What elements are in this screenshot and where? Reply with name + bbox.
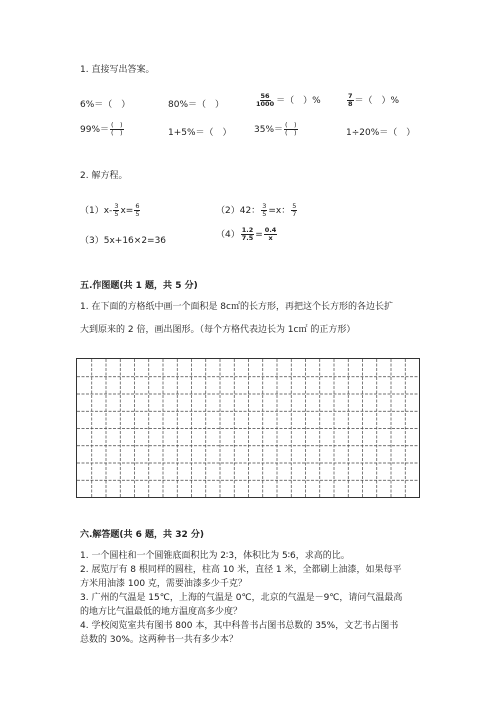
section6-line-3: 方米用油漆 100 克，需要油漆多少千克？ — [80, 579, 247, 589]
numerator: 1.2 — [241, 226, 254, 234]
denominator: x — [268, 234, 273, 242]
eq-part: （4） — [216, 230, 240, 240]
denominator: 5 — [114, 210, 119, 218]
fraction — [261, 203, 267, 218]
numerator: 5 — [292, 202, 297, 210]
grid-lines — [77, 359, 421, 499]
fraction — [134, 203, 140, 218]
numerator: 6 — [135, 202, 140, 210]
fraction — [113, 203, 119, 218]
equation-4 — [216, 227, 278, 242]
expr-rest: ＝（ ）% — [354, 96, 400, 106]
eq-part: （2）42： — [216, 206, 261, 216]
expr-lead: 35%＝ — [254, 125, 284, 135]
equation-2 — [216, 203, 298, 218]
numerator: 7 — [348, 92, 353, 100]
eq-part: =x： — [268, 206, 291, 216]
q1-r2-c4: 1÷20%＝（ ） — [346, 128, 416, 138]
section6-line-2: 2. 展览厅有 8 根同样的圆柱，柱高 10 米，直径 1 米，全都刷上油漆，如果每平 — [80, 565, 402, 575]
denominator: ( ) — [285, 129, 297, 137]
q1-r1-c4 — [346, 93, 399, 108]
numerator: 3 — [262, 202, 267, 210]
grid-paper[interactable] — [76, 358, 420, 498]
q1-r2-c1 — [80, 122, 125, 137]
denominator: 5 — [135, 210, 140, 218]
q1-r2-c3 — [254, 122, 299, 137]
fraction — [110, 122, 124, 137]
q2-title: 2. 解方程。 — [80, 171, 128, 181]
denominator: 8 — [348, 100, 353, 108]
eq-part: （1）x- — [80, 206, 113, 216]
fraction — [264, 227, 278, 242]
equation-1 — [80, 203, 141, 218]
expr-lead: 99%＝ — [80, 125, 110, 135]
denominator: 7.5 — [241, 234, 254, 242]
eq-part: = — [255, 230, 263, 240]
fraction — [255, 93, 275, 108]
fraction — [291, 203, 297, 218]
denominator: 7 — [292, 210, 297, 218]
q1-r2-c2: 1+5%＝（ ） — [168, 128, 232, 138]
denominator: 1000 — [256, 100, 275, 108]
eq-part: x= — [120, 206, 134, 216]
section6-line-6: 4. 学校阅览室共有图书 800 本，其中科普书占图书总数的 35%，文艺书占图书 — [80, 621, 399, 631]
fraction — [241, 227, 255, 242]
section5-line2: 大到原来的 2 倍，画出图形。（每个方格代表边长为 1c㎡ 的正方形） — [80, 325, 356, 335]
numerator: ( ) — [285, 121, 297, 129]
numerator: 56 — [260, 92, 270, 100]
section5-heading: 五.作图题(共 1 题，共 5 分) — [80, 281, 198, 291]
q1-r1-c3 — [254, 93, 321, 108]
section6-heading: 六.解答题(共 6 题，共 32 分) — [80, 530, 204, 540]
section6-line-1: 1. 一个圆柱和一个圆锥底面积比为 2∶3，体积比为 5∶6，求高的比。 — [80, 551, 350, 561]
section6-line-4: 3. 广州的气温是 15℃，上海的气温是 0℃，北京的气温是－9℃，请问气温最高 — [80, 593, 403, 603]
expr-rest: ＝（ ）% — [276, 96, 321, 106]
fraction — [284, 122, 298, 137]
denominator: ( ) — [111, 129, 123, 137]
numerator: 3 — [114, 202, 119, 210]
section6-line-5: 的地方比气温最低的地方温度高多少度？ — [80, 607, 243, 617]
numerator: 0.4 — [264, 226, 277, 234]
section6-line-7: 总数的 30%。这两种书一共有多少本？ — [80, 635, 238, 645]
q1-title: 1. 直接写出答案。 — [80, 65, 155, 75]
q1-r1-c2: 80%＝（ ） — [168, 100, 225, 110]
denominator: 5 — [262, 210, 267, 218]
fraction — [347, 93, 354, 108]
numerator: ( ) — [111, 121, 123, 129]
q1-r1-c1: 6%＝（ ） — [80, 100, 131, 110]
equation-3: （3）5x+16×2=36 — [80, 236, 167, 246]
section5-line1: 1. 在下面的方格纸中画一个面积是 8c㎡的长方形，再把这个长方形的各边长扩 — [80, 302, 393, 312]
